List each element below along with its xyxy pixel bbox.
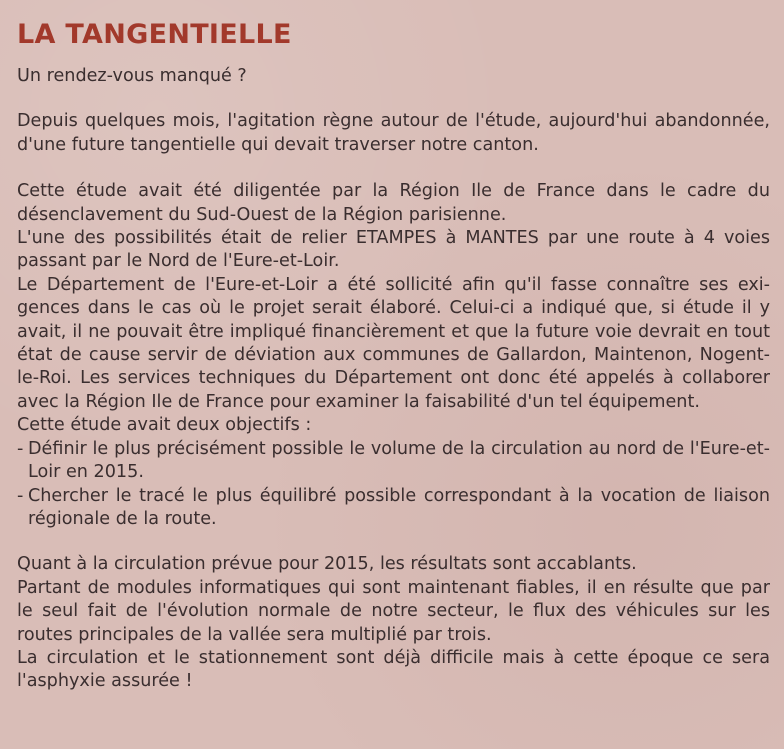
list-item-text: Définir le plus précisément possible le volume de la circulation au nord de l'Eure-et-Loir en 2015. (28, 438, 770, 483)
objectives-list (17, 438, 770, 532)
paragraph-objectives-intro: Cette étude avait deux objectifs : (17, 415, 312, 436)
paragraph-conclusion: La circulation et le stationnement sont déjà difficile mais à cette époque ce sera l'asphyxie assurée ! (17, 647, 770, 692)
paragraph-study-origin: Cette étude avait été diligentée par la Région Ile de France dans le cadre du désenclavement du Sud-Ouest de la Région parisienne. (17, 181, 770, 225)
list-marker: - (17, 438, 24, 459)
article-title: LA TANGENTIELLE (17, 19, 292, 50)
list-item (17, 485, 770, 532)
paragraph-traffic-growth: Partant de modules informatiques qui sont maintenant fiables, il en résulte que par le seul fait de l'évolution normale de notre secteur, le flux des véhicules sur les routes principales de la vallée sera multiplié par trois. (17, 577, 770, 645)
list-item-text: Chercher le tracé le plus équilibré possible correspondant à la vocation de liaison régionale de la route. (28, 485, 770, 529)
paragraph-department-position: Le Département de l'Eure-et-Loir a été sollicité afin qu'il fasse connaître ses exigences dans le cas où le projet serait élaboré. Celui-ci a indiqué que, si étude il y avait, il ne pouvait être impliqué financièrement et que la future voie devrait en tout état de cause servir de déviation aux communes de Gallardon, Maintenon, Nogent-le-Roi. Les services techniques du Département ont donc été appelés à collaborer avec la Région Ile de France pour examiner la faisabilité d'un tel équipement. (17, 274, 770, 412)
paragraph-route-option: L'une des possibilités était de relier ETAMPES à MANTES par une route à 4 voies passant par le Nord de l'Eure-et-Loir. (17, 228, 770, 272)
list-marker: - (17, 485, 24, 506)
paragraph-intro: Un rendez-vous manqué ? (17, 66, 247, 86)
list-item (17, 438, 770, 485)
paragraph-context: Depuis quelques mois, l'agitation règne autour de l'étude, aujourd'hui abandonnée, d'une future tangentielle qui devait traverser notre canton. (17, 111, 770, 155)
paragraph-forecast: Quant à la circulation prévue pour 2015, les résultats sont accablants. (17, 554, 637, 575)
